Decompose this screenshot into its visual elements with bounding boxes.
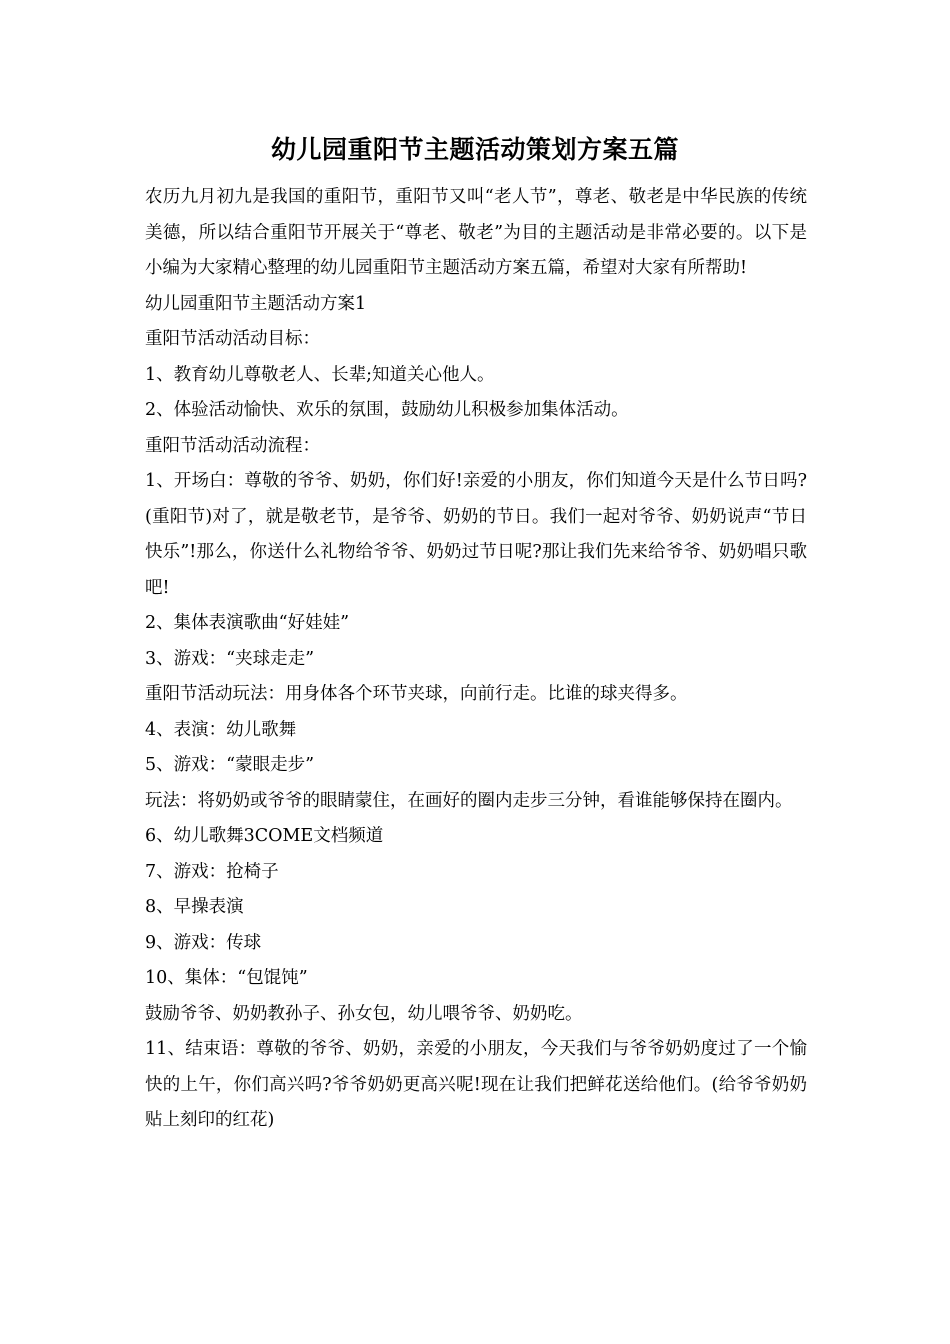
paragraph-step-6: 6、幼儿歌舞3COME文档频道 [145, 826, 384, 846]
paragraph-step-10-detail: 鼓励爷爷、奶奶教孙子、孙女包，幼儿喂爷爷、奶奶吃。 [145, 1003, 583, 1024]
paragraph-step-5-rules: 玩法：将奶奶或爷爷的眼睛蒙住，在画好的圈内走步三分钟，看谁能够保持在圈内。 [145, 790, 793, 811]
document-title: 幼儿园重阳节主题活动策划方案五篇 [270, 135, 679, 164]
paragraph-step-7: 7、游戏：抢椅子 [145, 861, 279, 882]
paragraph-step-8: 8、早操表演 [145, 897, 244, 917]
paragraph-goal-1: 1、教育幼儿尊敬老人、长辈;知道关心他人。 [145, 364, 495, 385]
paragraph-step-10: 10、集体：“包馄饨” [145, 968, 308, 988]
document-body [145, 180, 807, 1139]
paragraph-plan-heading: 幼儿园重阳节主题活动方案1 [145, 293, 367, 314]
paragraph-step-3-rules: 重阳节活动玩法：用身体各个环节夹球，向前行走。比谁的球夹得多。 [145, 684, 688, 704]
paragraph-step-1: 1、开场白：尊敬的爷爷、奶奶，你们好!亲爱的小朋友，你们知道今天是什么节日吗?(重阳节)对了，就是敬老节，是爷爷、奶奶的节日。我们一起对爷爷、奶奶说声“节日快乐”!那么，你送什么礼物给爷爷、奶奶过节日呢?那让我们先来给爷爷、奶奶唱只歌吧! [145, 471, 807, 598]
paragraph-intro: 农历九月初九是我国的重阳节，重阳节又叫“老人节”，尊老、敬老是中华民族的传统美德，所以结合重阳节开展关于“尊老、敬老”为目的主题活动是非常必要的。以下是小编为大家精心整理的幼儿园重阳节主题活动方案五篇，希望对大家有所帮助! [145, 187, 807, 278]
paragraph-goals-heading: 重阳节活动活动目标： [145, 329, 320, 349]
paragraph-step-9: 9、游戏：传球 [145, 932, 262, 953]
paragraph-process-heading: 重阳节活动活动流程： [145, 435, 320, 456]
paragraph-step-5: 5、游戏：“蒙眼走步” [145, 755, 315, 775]
paragraph-step-11: 11、结束语：尊敬的爷爷、奶奶，亲爱的小朋友，今天我们与爷爷奶奶度过了一个愉快的上午，你们高兴吗?爷爷奶奶更高兴呢!现在让我们把鲜花送给他们。(给爷爷奶奶贴上刻印的红花) [145, 1039, 807, 1130]
paragraph-step-3: 3、游戏：“夹球走走” [145, 648, 315, 669]
paragraph-step-4: 4、表演：幼儿歌舞 [145, 719, 297, 740]
paragraph-goal-2: 2、体验活动愉快、欢乐的氛围，鼓励幼儿积极参加集体活动。 [145, 400, 629, 420]
paragraph-step-2: 2、集体表演歌曲“好娃娃” [145, 613, 350, 633]
